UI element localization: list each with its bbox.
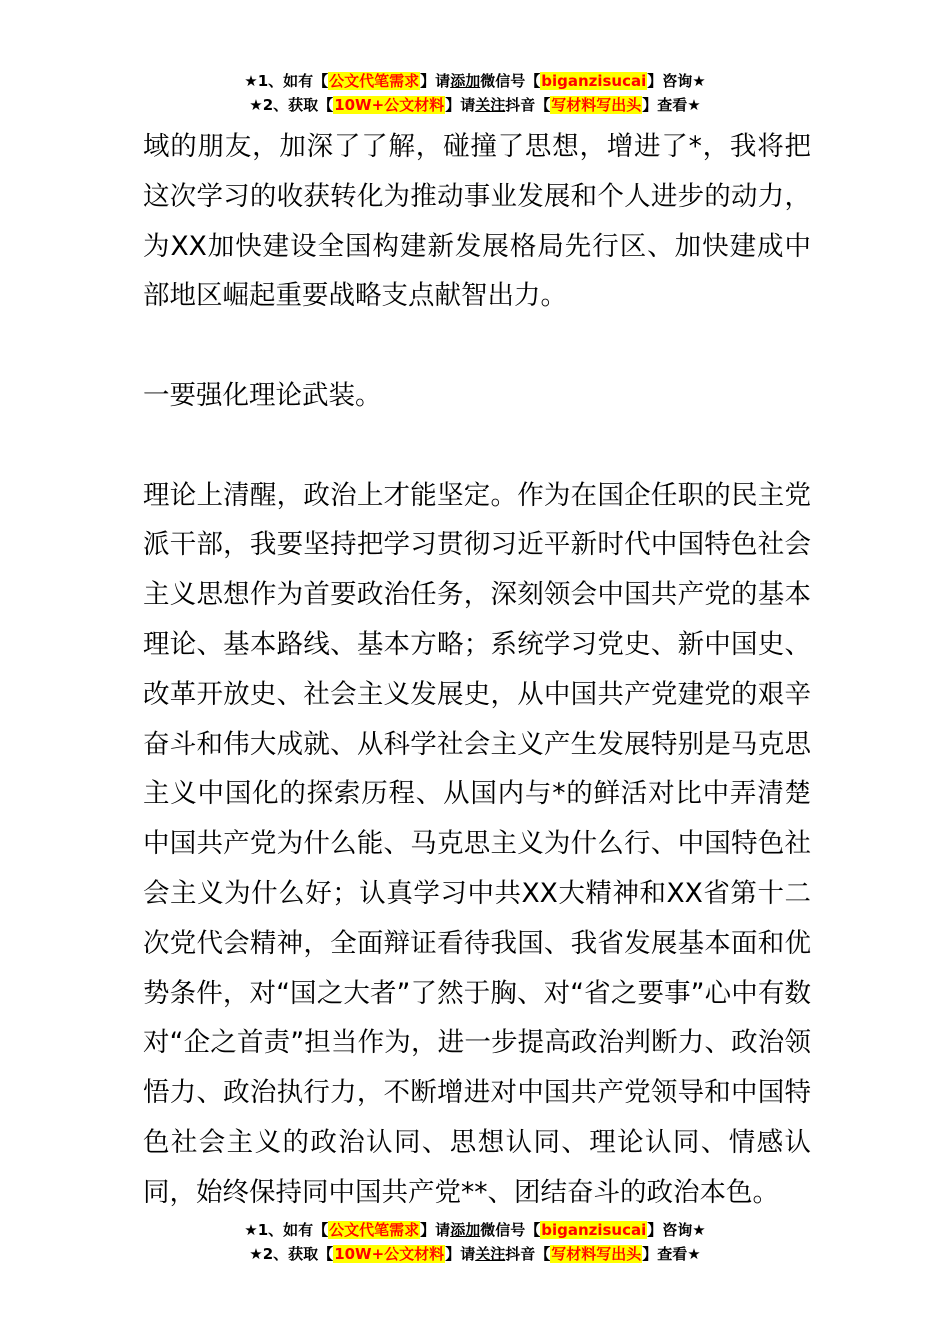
promo-highlight: 写材料写出头 — [551, 96, 642, 114]
promo-text: 】请 — [445, 96, 476, 114]
promo-highlight: 写材料写出头 — [551, 1245, 642, 1263]
paragraph-continuation: 域的朋友，加深了了解，碰撞了思想，增进了*，我将把这次学习的收获转化为推动事业发展和个人进步的动力，为XX加快建设全国构建新发展格局先行区、加快建成中部地区崛起重要战略支点献智出力。 — [143, 131, 811, 312]
promo-text: 】请 — [420, 72, 451, 90]
promo-highlight: 10W+公文材料 — [334, 1245, 445, 1263]
promo-highlight: biganzisucai — [541, 1221, 647, 1239]
promo-highlight: 公文代笔需求 — [329, 72, 420, 90]
promo-line-2 — [0, 1243, 950, 1267]
promo-line-1 — [0, 70, 950, 94]
promo-line-1 — [0, 1219, 950, 1243]
promo-highlight: 10W+公文材料 — [334, 96, 445, 114]
blank-line — [143, 421, 811, 471]
header-promo-banner — [0, 70, 950, 118]
document-body — [143, 122, 811, 1218]
promo-text: 微信号【 — [480, 1221, 541, 1239]
promo-text: 抖音【 — [505, 96, 551, 114]
promo-text: 】请 — [445, 1245, 476, 1263]
promo-text: ★2、获取【 — [249, 96, 334, 114]
promo-text: 】查看★ — [642, 96, 701, 114]
promo-underlined: 添加 — [450, 1221, 481, 1239]
promo-text: ★1、如有【 — [244, 1221, 329, 1239]
paragraph-theory: 理论上清醒，政治上才能坚定。作为在国企任职的民主党派干部，我要坚持把学习贯彻习近平新时代中国特色社会主义思想作为首要政治任务，深刻领会中国共产党的基本理论、基本路线、基本方略；系统学习党史、新中国史、改革开放史、社会主义发展史，从中国共产党建党的艰辛奋斗和伟大成就、从科学社会主义产生发展特别是马克思主义中国化的探索历程、从国内与*的鲜活对比中弄清楚中国共产党为什么能、马克思主义为什么行、中国特色社会主义为什么好；认真学习中共XX大精神和XX省第十二次党代会精神，全面辩证看待我国、我省发展基本面和优势条件，对“国之大者”了然于胸、对“省之要事”心中有数对“企之首责”担当作为，进一步提高政治判断力、政治领悟力、政治执行力，不断增进对中国共产党领导和中国特色社会主义的政治认同、思想认同、理论认同、情感认同，始终保持同中国共产党**、团结奋斗的政治本色。 — [143, 479, 811, 1208]
footer-promo-banner — [0, 1219, 950, 1267]
promo-underlined: 关注 — [475, 1245, 506, 1263]
promo-underlined: 添加 — [450, 72, 481, 90]
promo-line-2 — [0, 94, 950, 118]
promo-text: 微信号【 — [480, 72, 541, 90]
promo-text: 】查看★ — [642, 1245, 701, 1263]
promo-text: ★1、如有【 — [244, 72, 329, 90]
promo-underlined: 关注 — [475, 96, 506, 114]
promo-highlight: 公文代笔需求 — [329, 1221, 420, 1239]
promo-text: 抖音【 — [505, 1245, 551, 1263]
promo-text: 】咨询★ — [647, 72, 706, 90]
promo-text: ★2、获取【 — [249, 1245, 334, 1263]
promo-text: 】咨询★ — [647, 1221, 706, 1239]
promo-highlight: biganzisucai — [541, 72, 647, 90]
section-heading: 一要强化理论武装。 — [143, 379, 382, 411]
blank-line — [143, 321, 811, 371]
promo-text: 】请 — [420, 1221, 451, 1239]
